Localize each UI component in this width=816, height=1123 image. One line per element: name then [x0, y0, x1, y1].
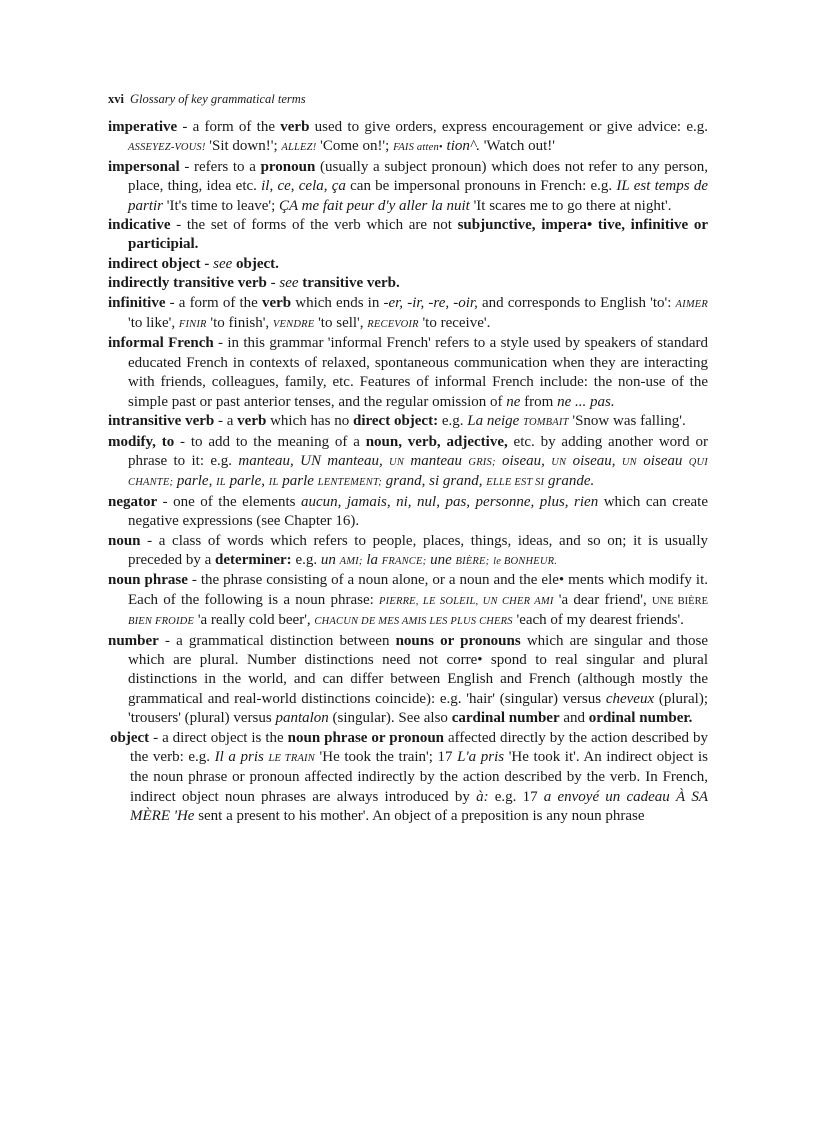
- term: indirectly transitive verb: [108, 275, 267, 292]
- term: modify, to: [108, 433, 175, 450]
- term: indicative: [108, 217, 171, 234]
- term: noun phrase: [108, 572, 188, 589]
- term: imperative: [108, 119, 178, 135]
- entry-noun: noun - a class of words which refers to people, places, things, ideas, and so on; it is usually preceded by a determiner: e.g. un AMI; la FRANCE; une BIÈRE; le BONHEUR.: [108, 532, 708, 568]
- running-head: [108, 92, 708, 107]
- entry-modify: modify, to - to add to the meaning of a noun, verb, adjective, etc. by adding another word or phrase to it: e.g. manteau, UN manteau, UN manteau GRIS; oiseau, UN oiseau, UN oiseau QUI CHANTE; parle, IL parle, IL parle LENTEMENT; grand, si grand, ELLE EST SI grande.: [108, 433, 708, 490]
- term: infinitive: [108, 294, 166, 311]
- term: indirect object -: [108, 255, 214, 272]
- page: [108, 92, 708, 827]
- entry-impersonal: impersonal - refers to a pronoun (usually a subject pronoun) which does not refer to any person, place, thing, idea etc. il, ce, cela, ça can be impersonal pronouns in French: e.g. IL est temps de partir 'It's time to leave'; ÇA me fait peur d'y aller la nuit 'It scares me to go there at night'.: [108, 158, 708, 214]
- term: negator: [108, 493, 158, 510]
- entry-indirectly-transitive-verb: indirectly transitive verb - see transitive verb.: [108, 275, 400, 292]
- term: intransitive verb: [108, 413, 215, 430]
- term: noun: [108, 532, 141, 549]
- page-number: xvi: [108, 92, 124, 106]
- entry-indicative: indicative - the set of forms of the verb which are not subjunctive, impera• tive, infinitive or participial.: [108, 217, 708, 253]
- term: object: [110, 729, 150, 746]
- entry-imperative: imperative - a form of the verb used to give orders, express encouragement or give advice: e.g. ASSEYEZ-VOUS! 'Sit down!'; ALLEZ! 'Come on!'; FAIS atten• tion^. 'Watch out!': [108, 119, 708, 155]
- entry-intransitive-verb: intransitive verb - a verb which has no direct object: e.g. La neige TOMBAIT 'Snow was falling'.: [108, 413, 686, 430]
- entry-number: number - a grammatical distinction between nouns or pronouns which are singular and those which are plural. Number distinctions need not corre• spond to real singular and plural distinctions in the world, and can differ between English and French (although mostly the grammatical and real-world distinctions coincide): e.g. 'hair' (singular) versus cheveux (plural); 'trousers' (plural) versus pantalon (singular). See also cardinal number and ordinal number.: [108, 632, 708, 727]
- running-title: Glossary of key grammatical terms: [129, 92, 306, 106]
- entry-object: object - a direct object is the noun phrase or pronoun affected directly by the action described by the verb: e.g. Il a pris LE TRAIN 'He took the train'; 17 L'a pris 'He took it'. An indirect object is the noun phrase or pronoun affected indirectly by the action described by the verb. In French, indirect object noun phrases are always introduced by à: e.g. 17 a envoyé un cadeau À SA MÈRE 'He sent a present to his mother'. An object of a preposition is any noun phrase: [110, 729, 709, 825]
- entry-noun-phrase: noun phrase - the phrase consisting of a noun alone, or a noun and the ele• ments which modify it. Each of the following is a noun phrase: PIERRE, LE SOLEIL, UN CHER AMI 'a dear friend', UNE BIÈRE BIEN FROIDE 'a really cold beer', CHACUN DE MES AMIS LES PLUS CHERS 'each of my dearest friends'.: [108, 572, 708, 629]
- entry-negator: negator - one of the elements aucun, jamais, ni, nul, pas, personne, plus, rien which can create negative expressions (see Chapter 16).: [108, 493, 708, 530]
- entry-indirect-object: indirect object - see object.: [108, 255, 279, 272]
- entry-infinitive: infinitive - a form of the verb which ends in -er, -ir, -re, -oir, and corresponds to English 'to': AIMER 'to like', FINIR 'to finish', VENDRE 'to sell', RECEVOIR 'to receive'.: [108, 294, 709, 332]
- term: number: [108, 632, 159, 649]
- entry-informal-french: informal French - in this grammar 'informal French' refers to a style used by speakers of standard educated French in contexts of relaxed, spontaneous communication when they are interacting with friends, colleagues, family, etc. Features of informal French include: the non-use of the simple past or past anterior tenses, and the regular omission of ne from ne ... pas.: [108, 335, 708, 410]
- term: impersonal: [108, 158, 180, 175]
- term: informal French: [108, 335, 214, 352]
